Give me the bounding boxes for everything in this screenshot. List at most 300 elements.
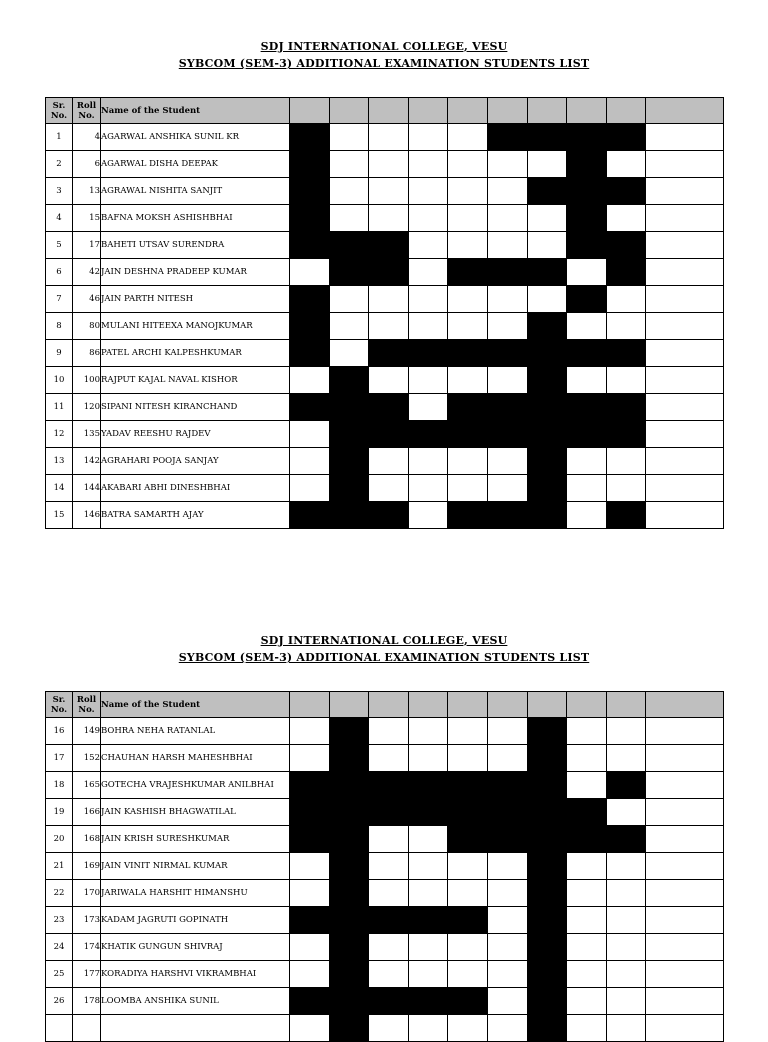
marked-cell: [329, 502, 369, 529]
empty-cell: [408, 151, 448, 178]
student-name-cell: [101, 1015, 290, 1042]
empty-cell: [567, 367, 607, 394]
marked-cell: [527, 772, 567, 799]
marked-cell: [567, 178, 607, 205]
empty-cell: [487, 718, 527, 745]
student-name-cell: KHATIK GUNGUN SHIVRAJ: [101, 934, 290, 961]
roll-no-cell: 174: [73, 934, 101, 961]
list-title: SYBCOM (SEM-3) ADDITIONAL EXAMINATION STUDENTS LIST: [178, 57, 590, 70]
marked-cell: [448, 394, 488, 421]
marked-cell: [329, 772, 369, 799]
sr-no-cell: 10: [46, 367, 73, 394]
empty-cell: [369, 205, 409, 232]
marked-cell: [567, 286, 607, 313]
marked-cell: [290, 988, 330, 1015]
empty-cell: [606, 1015, 646, 1042]
empty-cell: [329, 286, 369, 313]
blank-column-header: [487, 98, 527, 124]
empty-cell: [567, 502, 607, 529]
empty-cell: [369, 826, 409, 853]
empty-cell: [290, 1015, 330, 1042]
marked-cell: [567, 826, 607, 853]
marked-cell: [448, 826, 488, 853]
table-row: [46, 718, 724, 745]
empty-cell: [487, 178, 527, 205]
empty-cell: [369, 934, 409, 961]
marked-cell: [408, 421, 448, 448]
students-table-1: [45, 97, 724, 529]
marked-cell: [290, 394, 330, 421]
marked-cell: [329, 934, 369, 961]
marked-cell: [290, 151, 330, 178]
student-name-cell: JAIN KASHISH BHAGWATILAL: [101, 799, 290, 826]
remarks-cell: [646, 259, 724, 286]
marked-cell: [408, 340, 448, 367]
student-name-cell: BOHRA NEHA RATANLAL: [101, 718, 290, 745]
empty-cell: [567, 934, 607, 961]
marked-cell: [527, 124, 567, 151]
empty-cell: [606, 718, 646, 745]
student-name-cell: AGARWAL ANSHIKA SUNIL KR: [101, 124, 290, 151]
marked-cell: [567, 394, 607, 421]
empty-cell: [448, 286, 488, 313]
marked-cell: [448, 502, 488, 529]
empty-cell: [448, 313, 488, 340]
sr-no-cell: 21: [46, 853, 73, 880]
table-row: [46, 421, 724, 448]
remarks-cell: [646, 367, 724, 394]
empty-cell: [369, 286, 409, 313]
empty-cell: [290, 853, 330, 880]
table-row: [46, 313, 724, 340]
empty-cell: [369, 718, 409, 745]
roll-no-cell: 177: [73, 961, 101, 988]
remarks-cell: [646, 448, 724, 475]
students-table-2: [45, 691, 724, 1042]
empty-cell: [567, 880, 607, 907]
empty-cell: [527, 232, 567, 259]
empty-cell: [369, 853, 409, 880]
marked-cell: [527, 1015, 567, 1042]
table-row: [46, 799, 724, 826]
table-row: [46, 988, 724, 1015]
sr-no-cell: 1: [46, 124, 73, 151]
marked-cell: [329, 961, 369, 988]
sr-no-cell: 11: [46, 394, 73, 421]
marked-cell: [290, 340, 330, 367]
empty-cell: [487, 1015, 527, 1042]
student-name-cell: MULANI HITEEXA MANOJKUMAR: [101, 313, 290, 340]
marked-cell: [408, 988, 448, 1015]
marked-cell: [567, 205, 607, 232]
blank-column-header: [329, 98, 369, 124]
roll-no-cell: 149: [73, 718, 101, 745]
empty-cell: [290, 934, 330, 961]
marked-cell: [527, 313, 567, 340]
empty-cell: [448, 934, 488, 961]
marked-cell: [408, 772, 448, 799]
marked-cell: [527, 826, 567, 853]
marked-cell: [290, 502, 330, 529]
table-row: [46, 394, 724, 421]
remarks-cell: [646, 826, 724, 853]
student-name-cell: LOOMBA ANSHIKA SUNIL: [101, 988, 290, 1015]
roll-no-cell: 173: [73, 907, 101, 934]
marked-cell: [369, 799, 409, 826]
table-row: [46, 826, 724, 853]
student-name-cell: AKABARI ABHI DINESHBHAI: [101, 475, 290, 502]
student-name-cell: CHAUHAN HARSH MAHESHBHAI: [101, 745, 290, 772]
remarks-cell: [646, 853, 724, 880]
marked-cell: [527, 988, 567, 1015]
header-row: [46, 692, 724, 718]
marked-cell: [329, 799, 369, 826]
empty-cell: [408, 205, 448, 232]
marked-cell: [329, 853, 369, 880]
empty-cell: [606, 988, 646, 1015]
blank-column-header: [606, 692, 646, 718]
remarks-cell: [646, 502, 724, 529]
marked-cell: [369, 259, 409, 286]
roll-no-cell: 170: [73, 880, 101, 907]
empty-cell: [567, 907, 607, 934]
empty-cell: [448, 1015, 488, 1042]
marked-cell: [448, 799, 488, 826]
empty-cell: [448, 448, 488, 475]
marked-cell: [487, 502, 527, 529]
empty-cell: [290, 475, 330, 502]
marked-cell: [527, 502, 567, 529]
sr-no-cell: 4: [46, 205, 73, 232]
empty-cell: [369, 745, 409, 772]
empty-cell: [567, 961, 607, 988]
empty-cell: [487, 367, 527, 394]
remarks-cell: [646, 934, 724, 961]
student-name-cell: JAIN KRISH SURESHKUMAR: [101, 826, 290, 853]
sr-no-cell: 18: [46, 772, 73, 799]
empty-cell: [448, 151, 488, 178]
marked-cell: [290, 907, 330, 934]
blank-column-header: [408, 692, 448, 718]
roll-no-cell: 17: [73, 232, 101, 259]
empty-cell: [408, 313, 448, 340]
marked-cell: [527, 880, 567, 907]
blank-column-header: [448, 98, 488, 124]
remarks-cell: [646, 232, 724, 259]
student-name-cell: AGARWAL DISHA DEEPAK: [101, 151, 290, 178]
empty-cell: [487, 151, 527, 178]
blank-column-header: [408, 98, 448, 124]
student-name-cell: KORADIYA HARSHVI VIKRAMBHAI: [101, 961, 290, 988]
empty-cell: [408, 232, 448, 259]
empty-cell: [448, 367, 488, 394]
empty-cell: [329, 178, 369, 205]
roll-no-cell: 42: [73, 259, 101, 286]
empty-cell: [567, 475, 607, 502]
table-row: [46, 853, 724, 880]
marked-cell: [606, 232, 646, 259]
table-row: [46, 151, 724, 178]
empty-cell: [487, 988, 527, 1015]
remarks-cell: [646, 205, 724, 232]
marked-cell: [487, 340, 527, 367]
marked-cell: [369, 988, 409, 1015]
blank-column-header: [527, 692, 567, 718]
marked-cell: [329, 826, 369, 853]
marked-cell: [606, 502, 646, 529]
empty-cell: [408, 1015, 448, 1042]
list-title: SYBCOM (SEM-3) ADDITIONAL EXAMINATION STUDENTS LIST: [178, 651, 590, 664]
marked-cell: [527, 421, 567, 448]
roll-no-cell: 86: [73, 340, 101, 367]
sr-no-cell: 25: [46, 961, 73, 988]
sr-no-cell: 7: [46, 286, 73, 313]
empty-cell: [448, 124, 488, 151]
empty-cell: [606, 745, 646, 772]
marked-cell: [408, 799, 448, 826]
table-row: [46, 961, 724, 988]
roll-no-cell: 165: [73, 772, 101, 799]
remarks-cell: [646, 772, 724, 799]
remarks-cell: [646, 421, 724, 448]
roll-no-cell: 144: [73, 475, 101, 502]
remarks-cell: [646, 907, 724, 934]
empty-cell: [329, 313, 369, 340]
remarks-cell: [646, 178, 724, 205]
roll-no-cell: 4: [73, 124, 101, 151]
empty-cell: [369, 475, 409, 502]
marked-cell: [448, 772, 488, 799]
remarks-cell: [646, 286, 724, 313]
blank-column-header: [606, 98, 646, 124]
remarks-cell: [646, 880, 724, 907]
empty-cell: [408, 745, 448, 772]
sr-no-cell: 16: [46, 718, 73, 745]
empty-cell: [567, 448, 607, 475]
marked-cell: [527, 718, 567, 745]
empty-cell: [527, 151, 567, 178]
remarks-cell: [646, 475, 724, 502]
sr-no-cell: 13: [46, 448, 73, 475]
table-row: [46, 340, 724, 367]
roll-no-header: Roll No.: [73, 98, 101, 124]
empty-cell: [487, 448, 527, 475]
roll-no-cell: 142: [73, 448, 101, 475]
sr-no-cell: 5: [46, 232, 73, 259]
roll-no-cell: 135: [73, 421, 101, 448]
table-row: [46, 259, 724, 286]
empty-cell: [290, 745, 330, 772]
roll-no-cell: [73, 1015, 101, 1042]
marked-cell: [329, 907, 369, 934]
empty-cell: [567, 853, 607, 880]
empty-cell: [448, 853, 488, 880]
blank-column-header: [369, 692, 409, 718]
empty-cell: [606, 313, 646, 340]
empty-cell: [369, 178, 409, 205]
empty-cell: [369, 1015, 409, 1042]
blank-column-header: [290, 692, 330, 718]
roll-no-cell: 15: [73, 205, 101, 232]
student-name-cell: BATRA SAMARTH AJAY: [101, 502, 290, 529]
marked-cell: [487, 826, 527, 853]
college-heading: SDJ INTERNATIONAL COLLEGE, VESU: [260, 634, 508, 647]
empty-cell: [290, 421, 330, 448]
roll-no-cell: 168: [73, 826, 101, 853]
empty-cell: [606, 367, 646, 394]
sr-no-cell: 24: [46, 934, 73, 961]
blank-column-header: [290, 98, 330, 124]
empty-cell: [606, 799, 646, 826]
blank-column-header: [567, 98, 607, 124]
empty-cell: [448, 475, 488, 502]
empty-cell: [567, 718, 607, 745]
marked-cell: [606, 178, 646, 205]
marked-cell: [290, 205, 330, 232]
marked-cell: [527, 340, 567, 367]
marked-cell: [329, 232, 369, 259]
student-name-cell: JAIN DESHNA PRADEEP KUMAR: [101, 259, 290, 286]
marked-cell: [527, 448, 567, 475]
empty-cell: [408, 178, 448, 205]
remarks-cell: [646, 1015, 724, 1042]
table-row: [46, 880, 724, 907]
marked-cell: [527, 745, 567, 772]
blank-column-header: [448, 692, 488, 718]
empty-cell: [487, 745, 527, 772]
roll-no-cell: 13: [73, 178, 101, 205]
marked-cell: [329, 475, 369, 502]
empty-cell: [369, 313, 409, 340]
student-name-cell: JAIN VINIT NIRMAL KUMAR: [101, 853, 290, 880]
marked-cell: [369, 772, 409, 799]
student-name-header: Name of the Student: [101, 98, 290, 124]
marked-cell: [329, 394, 369, 421]
marked-cell: [567, 232, 607, 259]
sr-no-cell: [46, 1015, 73, 1042]
empty-cell: [408, 124, 448, 151]
list-section-1: [0, 38, 768, 72]
blank-column-header: [527, 98, 567, 124]
sr-no-cell: 14: [46, 475, 73, 502]
empty-cell: [408, 961, 448, 988]
marked-cell: [290, 772, 330, 799]
table-row: [46, 286, 724, 313]
table-row: [46, 1015, 724, 1042]
roll-no-header: Roll No.: [73, 692, 101, 718]
empty-cell: [408, 826, 448, 853]
empty-cell: [487, 934, 527, 961]
marked-cell: [329, 421, 369, 448]
student-name-cell: RAJPUT KAJAL NAVAL KISHOR: [101, 367, 290, 394]
empty-cell: [329, 151, 369, 178]
roll-no-cell: 166: [73, 799, 101, 826]
empty-cell: [606, 853, 646, 880]
empty-cell: [487, 961, 527, 988]
table-row: [46, 907, 724, 934]
table-row: [46, 232, 724, 259]
marked-cell: [487, 799, 527, 826]
roll-no-cell: 6: [73, 151, 101, 178]
student-name-cell: YADAV REESHU RAJDEV: [101, 421, 290, 448]
empty-cell: [527, 286, 567, 313]
empty-cell: [606, 448, 646, 475]
sr-no-cell: 8: [46, 313, 73, 340]
empty-cell: [408, 880, 448, 907]
table-row: [46, 772, 724, 799]
empty-cell: [369, 961, 409, 988]
header-row: [46, 98, 724, 124]
remarks-cell: [646, 124, 724, 151]
marked-cell: [408, 907, 448, 934]
marked-cell: [606, 421, 646, 448]
marked-cell: [290, 799, 330, 826]
empty-cell: [606, 205, 646, 232]
table-row: [46, 448, 724, 475]
remarks-cell: [646, 745, 724, 772]
roll-no-cell: 178: [73, 988, 101, 1015]
remarks-cell: [646, 151, 724, 178]
marked-cell: [567, 124, 607, 151]
empty-cell: [606, 475, 646, 502]
marked-cell: [369, 502, 409, 529]
marked-cell: [448, 340, 488, 367]
table-row: [46, 475, 724, 502]
marked-cell: [567, 340, 607, 367]
marked-cell: [527, 367, 567, 394]
empty-cell: [408, 853, 448, 880]
empty-cell: [329, 124, 369, 151]
marked-cell: [567, 799, 607, 826]
marked-cell: [487, 772, 527, 799]
sr-no-cell: 3: [46, 178, 73, 205]
table-row: [46, 205, 724, 232]
empty-cell: [290, 718, 330, 745]
empty-cell: [369, 880, 409, 907]
marked-cell: [448, 988, 488, 1015]
sr-no-cell: 12: [46, 421, 73, 448]
roll-no-cell: 80: [73, 313, 101, 340]
empty-cell: [290, 961, 330, 988]
empty-cell: [487, 907, 527, 934]
blank-column-header: [567, 692, 607, 718]
marked-cell: [329, 367, 369, 394]
empty-cell: [329, 340, 369, 367]
marked-cell: [487, 421, 527, 448]
empty-cell: [408, 475, 448, 502]
blank-column-header: [646, 98, 724, 124]
empty-cell: [408, 367, 448, 394]
blank-column-header: [646, 692, 724, 718]
marked-cell: [329, 1015, 369, 1042]
sr-no-cell: 17: [46, 745, 73, 772]
sr-no-cell: 6: [46, 259, 73, 286]
college-heading: SDJ INTERNATIONAL COLLEGE, VESU: [260, 40, 508, 53]
marked-cell: [329, 718, 369, 745]
sr-no-cell: 19: [46, 799, 73, 826]
marked-cell: [329, 988, 369, 1015]
list-section-2: [0, 632, 768, 666]
sr-no-cell: 9: [46, 340, 73, 367]
empty-cell: [606, 961, 646, 988]
empty-cell: [567, 1015, 607, 1042]
marked-cell: [369, 340, 409, 367]
marked-cell: [527, 934, 567, 961]
marked-cell: [290, 826, 330, 853]
marked-cell: [329, 880, 369, 907]
marked-cell: [290, 286, 330, 313]
roll-no-cell: 146: [73, 502, 101, 529]
